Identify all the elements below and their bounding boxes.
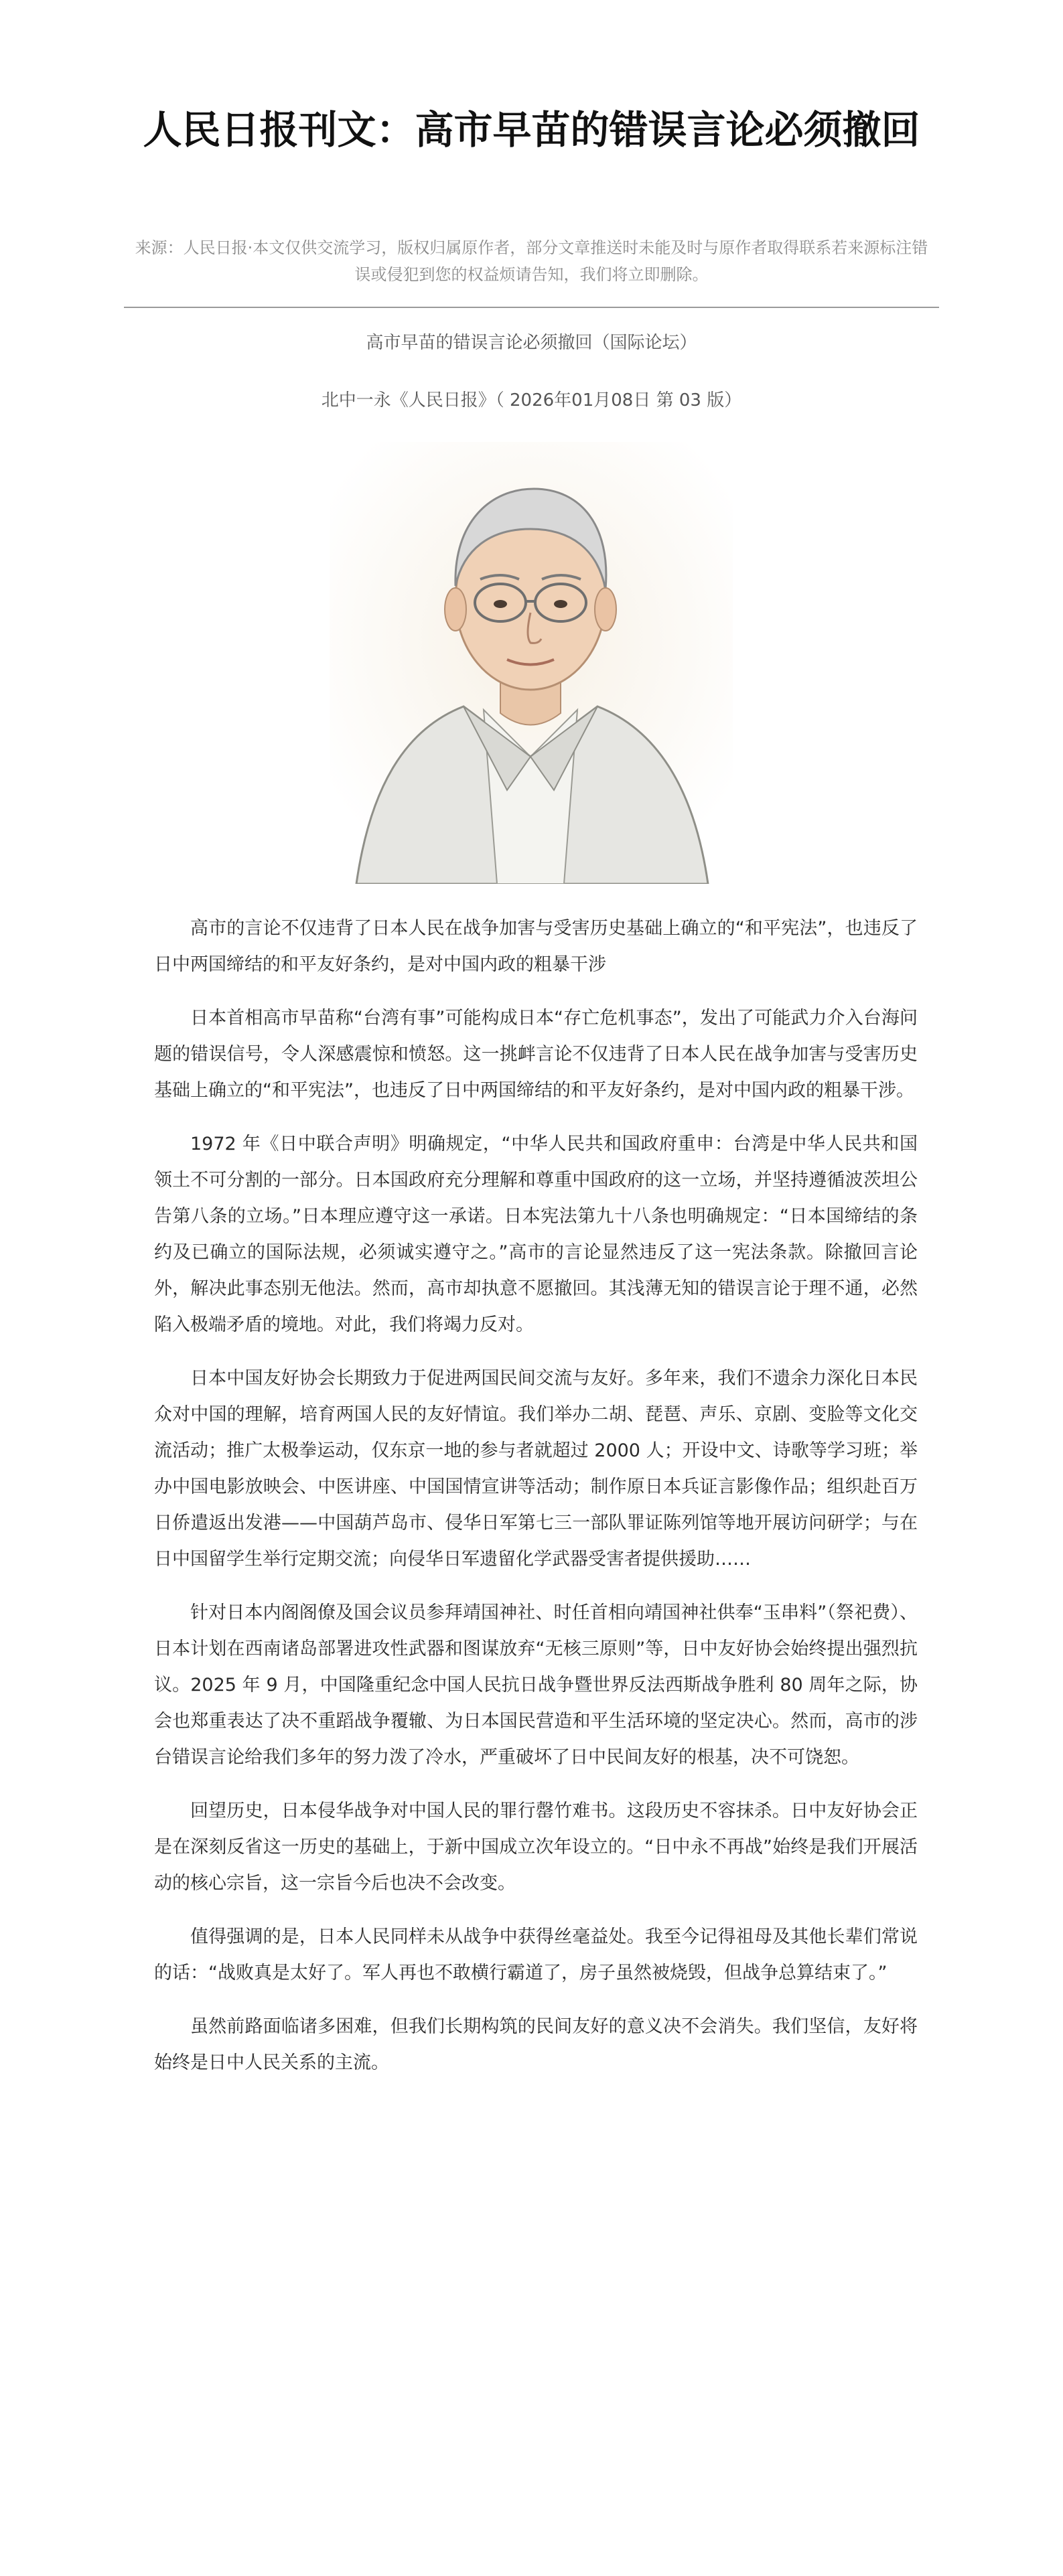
left-eye bbox=[494, 600, 507, 608]
paragraph: 值得强调的是，日本人民同样未从战争中获得丝毫益处。我至今记得祖母及其他长辈们常说的话：“战败真是太好了。军人再也不敢横行霸道了，房子虽然被烧毁，但战争总算结束了。” bbox=[154, 1926, 918, 1983]
paragraph: 回望历史，日本侵华战争对中国人民的罪行罄竹难书。这段历史不容抹杀。日中友好协会正是在深刻反省这一历史的基础上，于新中国成立次年设立的。“日中永不再战”始终是我们开展活动的核心宗旨，这一宗旨今后也决不会改变。 bbox=[154, 1801, 918, 1894]
paragraph: 日本首相高市早苗称“台湾有事”可能构成日本“存亡危机事态”，发出了可能武力介入台海问题的错误信号，令人深感震惊和愤怒。这一挑衅言论不仅违背了日本人民在战争加害与受害历史基础上确立的“和平宪法”，也违反了日中两国缔结的和平友好条约，是对中国内政的粗暴干涉。 bbox=[154, 1008, 918, 1101]
paragraph: 虽然前路面临诸多困难，但我们长期构筑的民间友好的意义决不会消失。我们坚信，友好将始终是日中人民关系的主流。 bbox=[154, 2016, 918, 2073]
paragraph: 日本中国友好协会长期致力于促进两国民间交流与友好。多年来，我们不遗余力深化日本民众对中国的理解，培育两国人民的友好情谊。我们举办二胡、琵琶、声乐、京剧、变脸等文化交流活动；推广太极拳运动，仅东京一地的参与者就超过 2000 人；开设中文、诗歌等学习班；举办中国电影放映会、中医讲座、中国国情宣讲等活动；制作原日本兵证言影像作品；组织赴百万日侨遣返出发港——中国葫芦岛市、侵华日军第七三一部队罪证陈列馆等地开展访问研学；与在日中国留学生举行定期交流；向侵华日军遗留化学武器受害者提供援助…… bbox=[154, 1368, 918, 1570]
article-byline: 北中一永《人民日报》（ 2026年01月08日 第 03 版） bbox=[321, 390, 742, 410]
source-notice: 来源：人民日报·本文仅供交流学习，版权归属原作者，部分文章推送时未能及时与原作者取得联系若来源标注错误或侵犯到您的权益烦请告知，我们将立即删除。 bbox=[135, 238, 928, 284]
left-ear bbox=[445, 588, 466, 631]
portrait-illustration bbox=[330, 442, 733, 884]
right-ear bbox=[595, 588, 616, 631]
article-body bbox=[154, 911, 918, 2099]
paragraph: 1972 年《日中联合声明》明确规定，“中华人民共和国政府重申：台湾是中华人民共和国领土不可分割的一部分。日本国政府充分理解和尊重中国政府的这一立场，并坚持遵循波茨坦公告第八条的立场。”日本理应遵守这一承诺。日本宪法第九十八条也明确规定：“日本国缔结的条约及已确立的国际法规，必须诚实遵守之。”高市的言论显然违反了这一宪法条款。除撤回言论外，解决此事态别无他法。然而，高市却执意不愿撤回。其浅薄无知的错误言论于理不通，必然陷入极端矛盾的境地。对此，我们将竭力反对。 bbox=[154, 1134, 918, 1335]
article-title: 人民日报刊文：高市早苗的错误言论必须撤回 bbox=[143, 107, 920, 153]
paragraph: 高市的言论不仅违背了日本人民在战争加害与受害历史基础上确立的“和平宪法”，也违反了日中两国缔结的和平友好条约，是对中国内政的粗暴干涉 bbox=[154, 918, 918, 975]
paragraph: 针对日本内阁阁僚及国会议员参拜靖国神社、时任首相向靖国神社供奉“玉串料”（祭祀费）、日本计划在西南诸岛部署进攻性武器和图谋放弃“无核三原则”等，日中友好协会始终提出强烈抗议。2025 年 9 月，中国隆重纪念中国人民抗日战争暨世界反法西斯战争胜利 80 周年之际，协会也郑重表达了决不重蹈战争覆辙、为日本国民营造和平生活环境的坚定决心。然而，高市的涉台错误言论给我们多年的努力泼了冷水，严重破坏了日中民间友好的根基，决不可饶恕。 bbox=[154, 1602, 918, 1768]
article-subhead: 高市早苗的错误言论必须撤回（国际论坛） bbox=[366, 333, 697, 353]
divider bbox=[124, 307, 939, 308]
right-eye bbox=[554, 600, 567, 608]
